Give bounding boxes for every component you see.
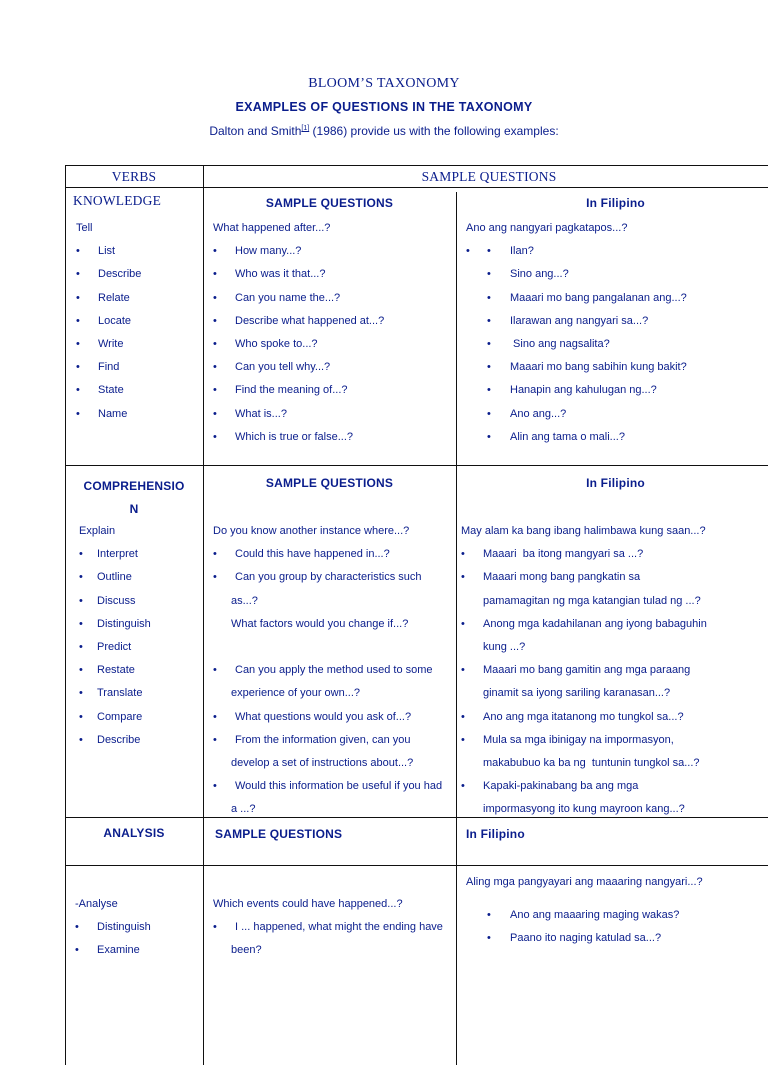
list-item: • Kapaki-pakinabang ba ang mga <box>461 775 768 798</box>
row-divider <box>65 465 768 466</box>
list-item: • Translate <box>79 682 201 705</box>
list-item: • How many...? <box>213 240 453 263</box>
list-item: • From the information given, can you <box>213 729 453 752</box>
knowledge-category: KNOWLEDGE <box>73 193 162 208</box>
analysis-sample-header: SAMPLE QUESTIONS <box>215 827 343 841</box>
list-item: • Maaari mong bang pangkatin sa <box>461 566 768 589</box>
knowledge-filipino-header: In Filipino <box>586 196 645 210</box>
list-item: • Describe what happened at...? <box>213 310 453 333</box>
list-item: • Ano ang mga itatanong mo tungkol sa...? <box>461 706 768 729</box>
comprehension-filipino <box>461 520 768 821</box>
list-item: • What questions would you ask of...? <box>213 706 453 729</box>
list-item: • State <box>76 379 201 402</box>
list-item: • Outline <box>79 566 201 589</box>
list-item: kung ...? <box>483 640 526 653</box>
list-item: • Predict <box>79 636 201 659</box>
category-line: N <box>129 502 139 516</box>
list-item: Do you know another instance where...? <box>213 525 410 537</box>
list-item: • Relate <box>76 287 201 310</box>
list-item: as...? <box>231 594 258 607</box>
list-item <box>213 636 453 659</box>
list-item: May alam ka bang ibang halimbawa kung saan...? <box>461 525 706 537</box>
list-item: • Sino ang...? <box>487 268 569 281</box>
intro-author: Dalton and Smith <box>209 124 302 138</box>
list-item: • Mula sa mga ibinigay na impormasyon, <box>461 729 768 752</box>
verbs-column-header: VERBS <box>111 169 157 184</box>
list-item: • Ano ang maaaring maging wakas? <box>487 909 680 922</box>
list-item: • Sino ang nagsalita? <box>487 337 610 350</box>
list-item: • I ... happened, what might the ending have <box>213 916 453 939</box>
list-item: • Would this information be useful if you had <box>213 775 453 798</box>
analysis-category: ANALYSIS <box>103 826 165 840</box>
list-item: • Can you apply the method used to some <box>213 659 453 682</box>
sample-questions-column-header: SAMPLE QUESTIONS <box>421 169 557 184</box>
list-item: Explain <box>79 525 116 537</box>
citation-link[interactable]: [1] <box>301 125 310 132</box>
list-item: a ...? <box>231 803 256 816</box>
row-divider <box>65 865 768 866</box>
document-title: BLOOM’S TAXONOMY <box>308 76 460 91</box>
comprehension-verbs <box>79 520 201 752</box>
list-item: • Ilarawan ang nangyari sa...? <box>487 314 649 327</box>
list-item: • Examine <box>75 939 201 962</box>
list-item: • Name <box>76 403 201 426</box>
list-item: • Alin ang tama o mali...? <box>487 430 625 443</box>
list-item: • Hanapin ang kahulugan ng...? <box>487 384 657 397</box>
list-item: • Describe <box>76 263 201 286</box>
list-item: • Ano ang...? <box>487 407 567 420</box>
list-item: • Who spoke to...? <box>213 333 453 356</box>
list-item: • Distinguish <box>75 916 201 939</box>
analysis-filipino <box>466 871 768 951</box>
list-item: • Locate <box>76 310 201 333</box>
list-item: • Maaari ba itong mangyari sa ...? <box>461 543 768 566</box>
list-item: • Maaari mo bang pangalanan ang...? <box>487 291 687 304</box>
taxonomy-table <box>65 165 768 1065</box>
list-item: • Can you name the...? <box>213 287 453 310</box>
list-item: Which events could have happened...? <box>213 898 403 910</box>
row-divider <box>65 187 768 188</box>
list-item: • • Ilan? <box>466 240 768 263</box>
list-item: develop a set of instructions about...? <box>231 756 414 769</box>
list-item: been? <box>231 944 262 957</box>
analysis-verbs <box>75 893 201 963</box>
list-item: • Describe <box>79 729 201 752</box>
list-item: • Can you tell why...? <box>213 356 453 379</box>
knowledge-filipino <box>466 217 768 449</box>
list-item: experience of your own...? <box>231 687 361 700</box>
table-border-top <box>65 165 768 166</box>
table-border-left <box>65 165 66 1065</box>
analysis-questions <box>213 893 453 963</box>
list-item: • Which is true or false...? <box>213 426 453 449</box>
list-item: • Interpret <box>79 543 201 566</box>
list-item: ginamit sa iyong sariling karanasan...? <box>483 687 671 700</box>
list-item: • Distinguish <box>79 613 201 636</box>
list-item: Aling mga pangyayari ang maaaring nangyari...? <box>466 876 703 888</box>
list-item: • Find the meaning of...? <box>213 379 453 402</box>
list-item: • Discuss <box>79 590 201 613</box>
category-line: COMPREHENSIO <box>83 479 185 493</box>
column-divider-1 <box>203 165 204 1065</box>
analysis-filipino-header: In Filipino <box>466 827 525 841</box>
comprehension-category <box>65 475 203 521</box>
list-item: • What is...? <box>213 403 453 426</box>
list-item: Ano ang nangyari pagkatapos...? <box>466 222 628 234</box>
list-item: • Paano ito naging katulad sa...? <box>487 932 662 945</box>
list-item: What happened after...? <box>213 222 331 234</box>
intro-rest: (1986) provide us with the following examples: <box>309 124 559 138</box>
list-item: • List <box>76 240 201 263</box>
list-item: • Restate <box>79 659 201 682</box>
list-item: What factors would you change if...? <box>231 617 409 630</box>
comprehension-sample-header: SAMPLE QUESTIONS <box>265 476 394 490</box>
list-item: pamamagitan ng mga katangian tulad ng ...? <box>483 594 701 607</box>
comprehension-questions <box>213 520 453 821</box>
list-item: • Maaari mo bang sabihin kung bakit? <box>487 361 687 374</box>
list-item: impormasyong ito kung mayroon kang...? <box>483 803 685 816</box>
list-item: • Can you group by characteristics such <box>213 566 453 589</box>
intro-text <box>0 124 768 138</box>
list-item: • Compare <box>79 706 201 729</box>
list-item: • Who was it that...? <box>213 263 453 286</box>
comprehension-filipino-header: In Filipino <box>586 476 645 490</box>
knowledge-questions <box>213 217 453 449</box>
list-item: • Anong mga kadahilanan ang iyong babaguhin <box>461 613 768 636</box>
knowledge-sample-header: SAMPLE QUESTIONS <box>265 196 394 210</box>
list-item: Tell <box>76 222 93 234</box>
list-item: -Analyse <box>75 898 118 910</box>
list-item: • Find <box>76 356 201 379</box>
list-item: makabubuo ka ba ng tuntunin tungkol sa...? <box>483 756 700 769</box>
column-divider-2 <box>456 192 457 1065</box>
list-item: • Write <box>76 333 201 356</box>
knowledge-verbs <box>76 217 201 426</box>
document-subtitle: EXAMPLES OF QUESTIONS IN THE TAXONOMY <box>235 100 533 114</box>
list-item: • Maaari mo bang gamitin ang mga paraang <box>461 659 768 682</box>
list-item: • Could this have happened in...? <box>213 543 453 566</box>
